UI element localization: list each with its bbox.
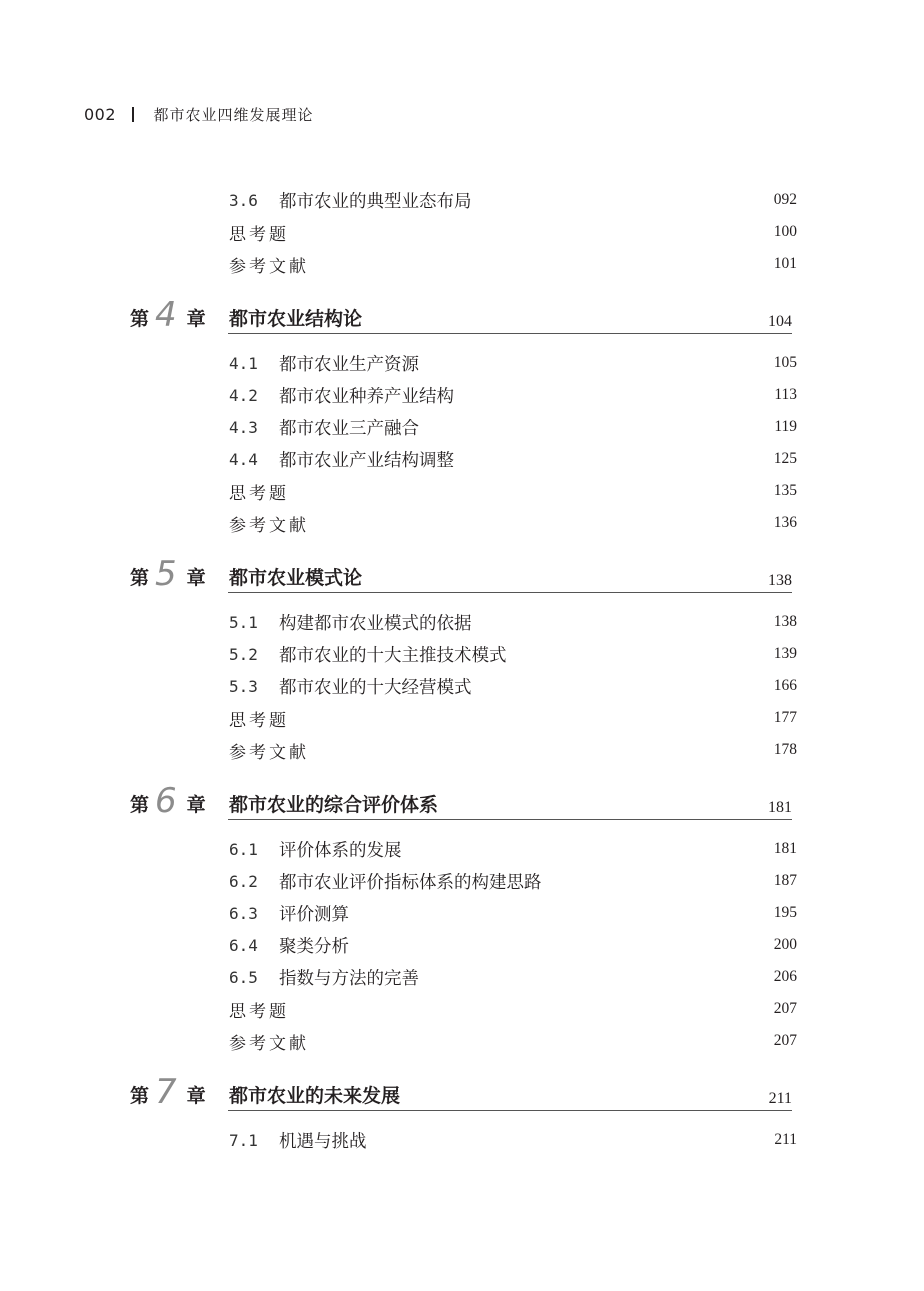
- section-title: 评价测算: [279, 904, 349, 925]
- chapter-label: [130, 295, 206, 335]
- page-ref: 181: [773, 840, 797, 857]
- chapter-suffix: 章: [186, 567, 206, 589]
- chapter-heading[interactable]: [130, 295, 792, 335]
- section-number: 6.1: [229, 839, 258, 859]
- page-ref: 092: [773, 191, 797, 208]
- toc-section-entry[interactable]: [229, 608, 797, 636]
- page-ref: 100: [773, 223, 797, 240]
- section-number: 5.1: [229, 612, 258, 632]
- chapter-suffix: 章: [186, 308, 206, 330]
- page-ref: 200: [773, 936, 797, 953]
- chapter-number: 4: [155, 295, 177, 335]
- toc-aux-entry[interactable]: [229, 995, 797, 1023]
- chapter-heading[interactable]: [130, 554, 792, 594]
- chapter-heading[interactable]: [130, 781, 792, 821]
- section-title: 思考题: [229, 224, 289, 245]
- header-divider: [132, 107, 134, 122]
- chapter-page-ref: 211: [768, 1090, 792, 1107]
- chapter-rule: [228, 592, 792, 593]
- toc-section-entry[interactable]: [229, 1126, 797, 1154]
- chapter-heading[interactable]: [130, 1072, 792, 1112]
- toc-section-entry[interactable]: [229, 867, 797, 895]
- page-ref: 195: [773, 904, 797, 921]
- toc-aux-entry[interactable]: [229, 218, 797, 246]
- chapter-page-ref: 138: [768, 572, 792, 589]
- section-title: 思考题: [229, 483, 289, 504]
- section-title: 思考题: [229, 1001, 289, 1022]
- page-ref: 177: [773, 709, 797, 726]
- section-number: 5.3: [229, 676, 258, 696]
- page-ref: 207: [773, 1032, 797, 1049]
- section-number: 4.1: [229, 353, 258, 373]
- running-head: [84, 102, 314, 126]
- section-title: 构建都市农业模式的依据: [279, 613, 472, 634]
- toc-section-entry[interactable]: [229, 672, 797, 700]
- page-number: 002: [84, 104, 117, 124]
- chapter-title: 都市农业结构论: [229, 308, 363, 330]
- section-title: 参考文献: [229, 256, 309, 277]
- chapter-number: 6: [155, 781, 177, 821]
- toc-section-entry[interactable]: [229, 931, 797, 959]
- toc-aux-entry[interactable]: [229, 477, 797, 505]
- toc-section-entry[interactable]: [229, 899, 797, 927]
- chapter-prefix: 第: [130, 308, 150, 330]
- chapter-suffix: 章: [186, 794, 206, 816]
- toc-aux-entry[interactable]: [229, 1027, 797, 1055]
- chapter-rule: [228, 819, 792, 820]
- chapter-page-ref: 181: [768, 799, 792, 816]
- chapter-label: [130, 781, 206, 821]
- chapter-label: [130, 1072, 206, 1112]
- toc-section-entry[interactable]: [229, 963, 797, 991]
- page-ref: 206: [773, 968, 797, 985]
- page-ref: 207: [773, 1000, 797, 1017]
- section-title: 都市农业的十大主推技术模式: [279, 645, 507, 666]
- toc-aux-entry[interactable]: [229, 509, 797, 537]
- section-number: 5.2: [229, 644, 258, 664]
- section-title: 思考题: [229, 710, 289, 731]
- chapter-title: 都市农业模式论: [229, 567, 363, 589]
- page-ref: 101: [773, 255, 797, 272]
- section-title: 都市农业的十大经营模式: [279, 677, 472, 698]
- toc-aux-entry[interactable]: [229, 250, 797, 278]
- chapter-suffix: 章: [186, 1085, 206, 1107]
- chapter-number: 5: [155, 554, 177, 594]
- page-ref: 187: [773, 872, 797, 889]
- toc-section-entry[interactable]: [229, 835, 797, 863]
- chapter-prefix: 第: [130, 1085, 150, 1107]
- section-title: 都市农业种养产业结构: [279, 386, 454, 407]
- page-ref: 135: [773, 482, 797, 499]
- section-number: 4.2: [229, 385, 258, 405]
- toc-section-entry[interactable]: [229, 413, 797, 441]
- page-ref: 105: [773, 354, 797, 371]
- page-ref: 178: [773, 741, 797, 758]
- section-title: 都市农业生产资源: [279, 354, 419, 375]
- toc-section-entry[interactable]: [229, 349, 797, 377]
- toc-section-entry[interactable]: [229, 640, 797, 668]
- section-title: 都市农业的典型业态布局: [279, 191, 472, 212]
- section-number: 7.1: [229, 1130, 258, 1150]
- chapter-number: 7: [155, 1072, 177, 1112]
- section-title: 评价体系的发展: [279, 840, 402, 861]
- book-title: 都市农业四维发展理论: [153, 105, 314, 124]
- page-ref: 119: [774, 418, 797, 435]
- section-number: 3.6: [229, 190, 258, 210]
- section-title: 机遇与挑战: [279, 1131, 367, 1152]
- section-title: 聚类分析: [279, 936, 349, 957]
- section-number: 6.3: [229, 903, 258, 923]
- chapter-page-ref: 104: [768, 313, 792, 330]
- section-number: 4.4: [229, 449, 258, 469]
- chapter-prefix: 第: [130, 794, 150, 816]
- chapter-rule: [228, 333, 792, 334]
- page-ref: 139: [773, 645, 797, 662]
- section-number: 6.4: [229, 935, 258, 955]
- chapter-title: 都市农业的未来发展: [229, 1085, 401, 1107]
- section-title: 都市农业产业结构调整: [279, 450, 454, 471]
- section-number: 6.2: [229, 871, 258, 891]
- page-ref: 166: [773, 677, 797, 694]
- page-ref: 113: [774, 386, 797, 403]
- section-title: 指数与方法的完善: [279, 968, 419, 989]
- section-title: 都市农业三产融合: [279, 418, 419, 439]
- chapter-label: [130, 554, 206, 594]
- chapter-rule: [228, 1110, 792, 1111]
- section-title: 参考文献: [229, 742, 309, 763]
- toc-section-entry[interactable]: [229, 445, 797, 473]
- chapter-title: 都市农业的综合评价体系: [229, 794, 439, 816]
- section-number: 4.3: [229, 417, 258, 437]
- toc-section-entry[interactable]: [229, 381, 797, 409]
- toc-aux-entry[interactable]: [229, 704, 797, 732]
- section-title: 都市农业评价指标体系的构建思路: [279, 872, 542, 893]
- page-ref: 136: [773, 514, 797, 531]
- chapter-prefix: 第: [130, 567, 150, 589]
- section-number: 6.5: [229, 967, 258, 987]
- toc-aux-entry[interactable]: [229, 736, 797, 764]
- page-ref: 211: [774, 1131, 797, 1148]
- page-ref: 138: [773, 613, 797, 630]
- section-title: 参考文献: [229, 515, 309, 536]
- page-ref: 125: [773, 450, 797, 467]
- toc-section-entry[interactable]: [229, 186, 797, 214]
- section-title: 参考文献: [229, 1033, 309, 1054]
